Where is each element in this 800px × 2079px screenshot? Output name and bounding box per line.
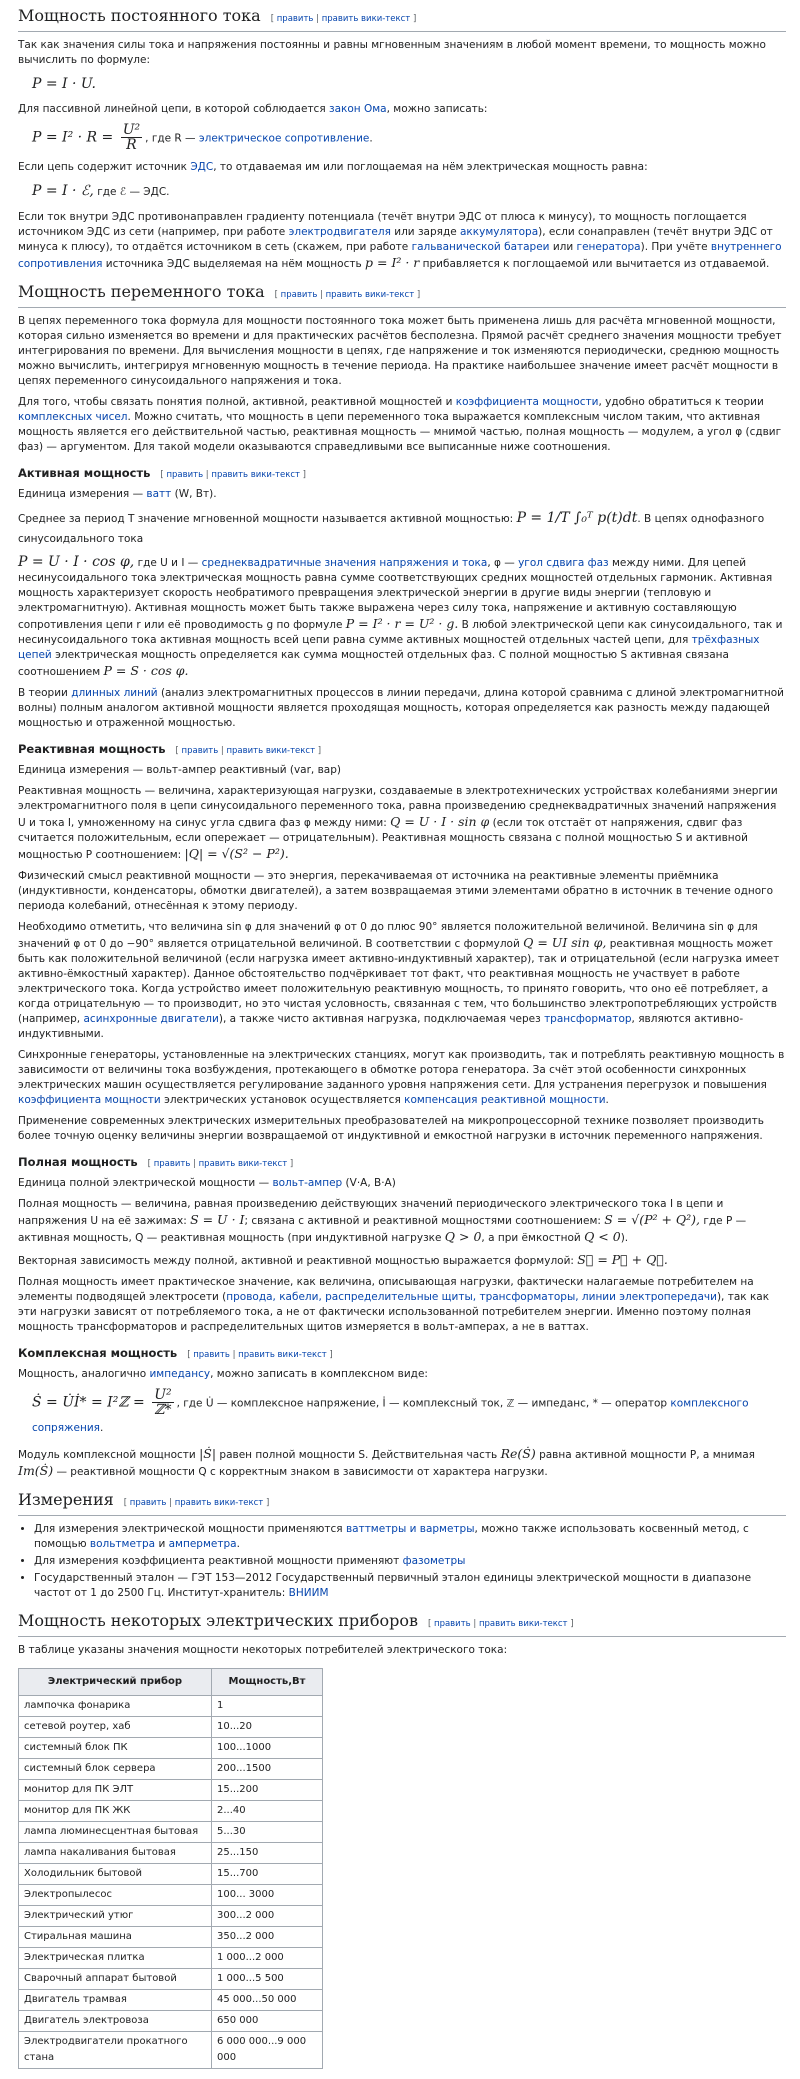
section-active-power xyxy=(18,465,786,731)
list-item xyxy=(34,1571,786,1601)
text: Государственный эталон — ГЭТ 153—2012 Государственный первичный эталон единицы электрической мощности в диапазоне частот от 1 до 2500 Гц. Институт-хранитель: xyxy=(34,1572,752,1599)
paragraph xyxy=(18,784,786,863)
denominator: R xyxy=(126,137,137,153)
text: , можно также использовать косвенный метод, с помощью xyxy=(34,1523,749,1550)
numerator: U² xyxy=(122,122,141,138)
text: или заряде xyxy=(390,226,460,238)
link-emf[interactable]: ЭДС xyxy=(190,161,214,173)
subsection-heading xyxy=(18,1345,786,1363)
denominator: ℤ* xyxy=(154,1402,172,1418)
link[interactable]: компенсация реактивной мощности xyxy=(404,1094,606,1106)
edit-link[interactable]: править xyxy=(166,470,204,480)
edit-wiki-link[interactable]: править вики-текст xyxy=(211,470,300,480)
text: , удобно обратиться к теории xyxy=(598,396,764,408)
formula xyxy=(32,181,786,202)
paragraph xyxy=(18,1275,786,1335)
heading-text: Мощность переменного тока xyxy=(18,282,265,301)
text: Для того, чтобы связать понятия полной, активной, реактивной мощностей и xyxy=(18,396,456,408)
text: ), так как эти нагрузки зависят от потребляемого тока, а не от фактически использованной потребителем энергии. Именно поэтому полная мощность трансформаторов и распределительных щитов измеряется в вольт-амперах, а не в ваттах. xyxy=(18,1291,770,1333)
edit-links: [ править | править вики-текст ] xyxy=(187,1350,333,1360)
paragraph xyxy=(18,1048,786,1108)
section-ac xyxy=(18,282,786,455)
text: ). При учёте xyxy=(640,241,711,253)
text: Если ток внутри ЭДС противонаправлен градиенту потенциала (течёт внутри ЭДС от плюса к минусу), то мощность поглощается источником ЭДС из сети (например, при работе xyxy=(18,211,747,238)
device-name-cell: Двигатель трамвая xyxy=(19,1990,212,2011)
math: P = I · ℰ, xyxy=(32,183,94,199)
math: Q < 0 xyxy=(584,1229,621,1244)
table-row xyxy=(19,1696,323,1717)
paragraph xyxy=(18,555,786,680)
math: |Ṡ| xyxy=(199,1446,217,1461)
link[interactable]: ВНИИМ xyxy=(288,1587,329,1599)
link-impedance[interactable]: импедансу xyxy=(149,1368,211,1380)
text: Единица полной электрической мощности — xyxy=(18,1177,273,1189)
text: ), если сонаправлен (течёт внутри ЭДС от минуса к плюсу), то отдаётся источником в сеть (скажем, при работе xyxy=(18,226,773,253)
text: Мощность, аналогично xyxy=(18,1368,150,1380)
paragraph xyxy=(18,1252,786,1269)
math: P = U · I · cos φ, xyxy=(18,554,135,570)
table-row xyxy=(19,1948,323,1969)
text: Для измерения электрической мощности применяются xyxy=(34,1523,346,1535)
link[interactable]: длинных линий xyxy=(71,687,158,699)
paragraph xyxy=(18,160,786,175)
heading-text: Полная мощность xyxy=(18,1155,138,1169)
device-power-cell: 1 xyxy=(212,1696,323,1717)
section-heading xyxy=(18,282,786,308)
formula xyxy=(32,1388,786,1438)
text: . В цепях однофазного синусоидального тока xyxy=(18,513,765,545)
device-name-cell: лампочка фонарика xyxy=(19,1696,212,1717)
list-item xyxy=(34,1522,786,1552)
text: где U и I — xyxy=(134,557,202,569)
table-row xyxy=(19,1780,323,1801)
text: равен полной мощности S. Действительная часть xyxy=(216,1449,501,1461)
formula xyxy=(32,123,786,152)
link-volt-ampere[interactable]: вольт-ампер xyxy=(272,1177,343,1189)
math: Re(Ṡ) xyxy=(500,1446,536,1461)
text: где P — активная мощность, Q — реактивная мощность (при индуктивной нагрузке xyxy=(18,1215,747,1244)
edit-links: [ править | править вики-текст ] xyxy=(270,14,417,24)
text: между ними. Для цепей несинусоидального тока электрическая мощность равна сумме соответствующих средних мощностей отдельных гармоник. Активная мощность характеризует скорость необратимого превращения электрической энергии в другие виды энергии (тепловую и электромагнитную). Активная мощность может быть также выражена через силу тока, напряжение и активную составляющую сопротивления цепи r или её проводимость g по формуле xyxy=(18,557,773,631)
text: Модуль комплексной мощности xyxy=(18,1449,200,1461)
paragraph: В цепях переменного тока формула для мощности постоянного тока может быть применена лишь для расчёта мгновенной мощности, которая сильно изменяется во времени и для практических расчётов бесполезна. Прямой расчёт среднего значения мощности требует интегрирования по времени. Для вычисления мощности в цепях, где напряжение и ток изменяются периодически, среднюю мощность можно вычислить, интегрируя мгновенную мощность в течение периода. На практике наибольшее значение имеет расчёт мощности в цепях переменного синусоидального напряжения и тока. xyxy=(18,315,782,387)
device-name-cell: Электрическая плитка xyxy=(19,1948,212,1969)
table-header-row xyxy=(19,1669,323,1696)
text: . xyxy=(99,1422,104,1434)
paragraph xyxy=(18,210,786,272)
link[interactable]: фазометры xyxy=(402,1555,466,1567)
table-row xyxy=(19,1801,323,1822)
device-name-cell: монитор для ПК ЭЛТ xyxy=(19,1780,212,1801)
device-power-cell: 15...700 xyxy=(212,1864,323,1885)
text: где ℰ — ЭДС. xyxy=(93,186,170,198)
device-power-cell: 45 000...50 000 xyxy=(212,1990,323,2011)
link[interactable]: коэффициента мощности xyxy=(18,1094,161,1106)
paragraph: Единица измерения — вольт-ампер реактивный (var, вар) xyxy=(18,764,341,776)
subsection-heading xyxy=(18,465,786,483)
section-heading xyxy=(18,1490,786,1516)
section-heading xyxy=(18,6,786,32)
table-row xyxy=(19,1906,323,1927)
math: P = S · cos φ. xyxy=(103,663,189,678)
table-row xyxy=(19,1717,323,1738)
text: , можно записать в комплексном виде: xyxy=(210,1368,428,1380)
table-body xyxy=(19,1696,323,2069)
text: (если ток отстаёт от напряжения, сдвиг фаз считается положительным, если опережает — отрицательным). Реактивная мощность связана с полной мощностью S и активной мощностью P соотношением: xyxy=(18,817,748,861)
link[interactable]: гальванической батареи xyxy=(411,241,550,253)
math: Q > 0 xyxy=(444,1229,482,1244)
paragraph xyxy=(18,1367,786,1382)
text: , а при ёмкостной xyxy=(481,1232,585,1244)
text: равна активной мощности P, а мнимая xyxy=(535,1449,755,1461)
table-row xyxy=(19,1969,323,1990)
text: . xyxy=(605,1094,609,1106)
link[interactable]: ваттметры и варметры xyxy=(345,1523,475,1535)
table-row xyxy=(19,1843,323,1864)
table-row xyxy=(19,1864,323,1885)
edit-links: [ править | править вики-текст ] xyxy=(427,1619,574,1629)
text: Полная мощность имеет практическое значение, как величина, описывающая нагрузки, фактически налагаемые потребителем на элементы подводящей электросети ( xyxy=(18,1276,754,1303)
section-dc xyxy=(18,6,786,272)
table-row xyxy=(19,1738,323,1759)
table-row xyxy=(19,2011,323,2032)
devices-table xyxy=(18,1668,323,2069)
text: реактивная мощность может быть как положительной величиной (если нагрузка имеет активно-индуктивный характер), так и отрицательной (если нагрузка имеет активно-ёмкостный характер). Данное обстоятельство подчёркивает тот факт, что реактивная мощность не участвует в работе электрического тока. Когда устройство имеет положительную реактивную мощность, то принято говорить, что оно её потребляет, а когда отрицательную — то производит, но это чистая условность, связанная с тем, что большинство электропотребляющих устройств (например, xyxy=(18,938,780,1025)
edit-link[interactable]: править xyxy=(153,1159,191,1169)
section-reactive-power xyxy=(18,741,786,1144)
text: , где R — xyxy=(145,132,199,145)
subsection-heading xyxy=(18,1154,786,1172)
text: В теории xyxy=(18,687,72,699)
edit-wiki-link[interactable]: править вики-текст xyxy=(238,1350,327,1360)
link[interactable]: асинхронные двигатели xyxy=(83,1013,219,1025)
text: электрическая мощность определяется как сумма мощностей отдельных фаз. С полной мощностью S активная связана соотношением xyxy=(18,649,729,678)
device-power-cell: 5...30 xyxy=(212,1822,323,1843)
link-watt[interactable]: ватт xyxy=(146,488,172,500)
math: P = I² · r = U² · g. xyxy=(345,616,459,631)
device-power-cell: 100... 3000 xyxy=(212,1885,323,1906)
edit-link[interactable]: править xyxy=(193,1350,230,1360)
edit-link[interactable]: править xyxy=(129,1498,167,1508)
text: Необходимо отметить, что величина sin φ для значений φ от 0 до плюс 90° является положительной величиной. Величина sin φ для значений φ от 0 до −90° является отрицательной величиной. В соответствии с формулой xyxy=(18,921,758,950)
edit-links: [ править | править вики-текст ] xyxy=(160,470,306,480)
numerator: U² xyxy=(154,1387,172,1403)
edit-link[interactable]: править xyxy=(181,746,219,756)
section-measurements xyxy=(18,1490,786,1601)
device-power-cell: 1 000...2 000 xyxy=(212,1948,323,1969)
table-row xyxy=(19,1885,323,1906)
math: P = 1/T ∫₀ᵀ p(t)dt xyxy=(516,510,638,526)
math: p = I² · r xyxy=(365,255,420,270)
device-power-cell: 2...40 xyxy=(212,1801,323,1822)
text: Для пассивной линейной цепи, в которой соблюдается xyxy=(18,103,329,115)
device-power-cell: 650 000 xyxy=(212,2011,323,2032)
table-row xyxy=(19,1990,323,2011)
heading-text: Измерения xyxy=(18,1490,114,1509)
paragraph xyxy=(18,508,786,549)
section-heading xyxy=(18,1611,786,1637)
link-conjugate[interactable]: комплексного сопряжения xyxy=(32,1397,749,1434)
math: S = √(P² + Q²), xyxy=(604,1212,701,1227)
link[interactable]: комплексных чисел xyxy=(18,411,128,423)
edit-link[interactable]: править xyxy=(280,290,318,300)
math: Im(Ṡ) xyxy=(18,1463,54,1478)
edit-link[interactable]: править xyxy=(434,1619,471,1629)
text: . Можно считать, что мощность в цепи переменного тока выражается комплексным числом таким, что активная мощность является его действительной частью, реактивная мощность — мнимой частью, полная мощность — модулем, а угол φ (сдвиг фаз) — аргументом. Для такой модели оказываются справедливыми все выписанные ниже соотношения. xyxy=(18,411,782,453)
link-list[interactable]: провода, кабели, распределительные щиты, трансформаторы, линии электропередачи xyxy=(226,1291,717,1303)
device-name-cell: системный блок сервера xyxy=(19,1759,212,1780)
math: Q = UI sin φ, xyxy=(523,935,607,950)
edit-links: [ править | править вики-текст ] xyxy=(123,1498,270,1508)
text: , то отдаваемая им или поглощаемая на нём электрическая мощность равна: xyxy=(213,161,648,173)
edit-links: [ править | править вики-текст ] xyxy=(274,290,421,300)
device-name-cell: сетевой роутер, хаб xyxy=(19,1717,212,1738)
paragraph xyxy=(18,920,786,1042)
heading-text: Активная мощность xyxy=(18,466,151,480)
device-name-cell: Электропылесос xyxy=(19,1885,212,1906)
text: (V·A, B·A) xyxy=(342,1177,396,1189)
text: ), а также чисто активная нагрузка, подключаемая через xyxy=(218,1013,545,1025)
edit-links: [ править | править вики-текст ] xyxy=(147,1159,294,1169)
device-power-cell: 6 000 000...9 000 000 xyxy=(212,2032,323,2069)
text: (W, Вт). xyxy=(171,488,217,500)
link[interactable]: электродвигателя xyxy=(288,226,391,238)
table-row xyxy=(19,1927,323,1948)
text: Если цепь содержит источник xyxy=(18,161,191,173)
text: . xyxy=(236,1538,240,1550)
text: Единица измерения — xyxy=(18,488,147,500)
heading-text: Реактивная мощность xyxy=(18,742,166,756)
device-name-cell: Сварочный аппарат бытовой xyxy=(19,1969,212,1990)
article-body xyxy=(18,6,786,2079)
text: (анализ электромагнитных процессов в линии передачи, длина которой сравнима с длиной электромагнитной волны) полным аналогом активной мощности является проходящая мощность, которая определяется как разность между падающей мощностью и отраженной мощностью. xyxy=(18,687,784,729)
bullet-list xyxy=(18,1522,786,1601)
paragraph: Так как значения силы тока и напряжения постоянны и равны мгновенным значениям в любой момент времени, то мощность можно вычислить по формуле: xyxy=(18,39,766,66)
paragraph xyxy=(18,686,786,731)
paragraph xyxy=(18,102,786,117)
device-name-cell: лампа накаливания бытовая xyxy=(19,1843,212,1864)
math: |Q| = √(S² − P²). xyxy=(184,846,289,861)
text: электрических установок осуществляется xyxy=(160,1094,405,1106)
text: В любой электрической цепи как синусоидального, так и несинусоидального тока активная мощность всей цепи равна сумме активных мощностей отдельных частей цепи, для xyxy=(18,619,783,646)
text: Синхронные генераторы, установленные на электрических станциях, могут как производить, так и потреблять реактивную мощность в зависимости от величины тока возбуждения, протекающего в обмотке ротора генератора. За счёт этой особенности синхронных электрических машин осуществляется регулирование заданного уровня напряжения сети. Для устранения перегрузок и повышения xyxy=(18,1049,785,1091)
device-name-cell: системный блок ПК xyxy=(19,1738,212,1759)
edit-wiki-link[interactable]: править вики-текст xyxy=(478,1619,568,1629)
heading-text: Мощность постоянного тока xyxy=(18,6,261,25)
device-power-cell: 10...20 xyxy=(212,1717,323,1738)
edit-wiki-link[interactable]: править вики-текст xyxy=(321,14,411,24)
fraction xyxy=(152,1388,173,1417)
edit-link[interactable]: править xyxy=(276,14,314,24)
device-power-cell: 350...2 000 xyxy=(212,1927,323,1948)
device-name-cell: Электрический утюг xyxy=(19,1906,212,1927)
text: ). xyxy=(620,1232,629,1244)
device-power-cell: 100...1000 xyxy=(212,1738,323,1759)
device-name-cell: Стиральная машина xyxy=(19,1927,212,1948)
column-header: Мощность,Вт xyxy=(212,1669,323,1696)
paragraph xyxy=(18,395,786,455)
link[interactable]: угол сдвига фаз xyxy=(518,557,609,569)
device-power-cell: 200...1500 xyxy=(212,1759,323,1780)
link[interactable]: генератора xyxy=(576,241,641,253)
text: Реактивная мощность — величина, характеризующая нагрузки, создаваемые в электротехнических устройствах колебаниями энергии электромагнитного поля в цепи синусоидального переменного тока, равна произведению среднеквадратичных значений напряжения U и тока I, умноженному на синус угла сдвига фаз φ между ними: xyxy=(18,785,778,829)
paragraph: Применение современных электрических измерительных преобразователей на микропроцессорной технике позволяет производить более точную оценку величины энергии возвращаемой от индуктивной и емкостной нагрузки в источник переменного напряжения. xyxy=(18,1115,764,1142)
device-name-cell: Электродвигатели прокатного стана xyxy=(19,2032,212,2069)
edit-wiki-link[interactable]: править вики-текст xyxy=(198,1159,288,1169)
table-row xyxy=(19,2032,323,2069)
table-row xyxy=(19,1759,323,1780)
device-name-cell: Двигатель электровоза xyxy=(19,2011,212,2032)
text: Полная мощность — величина, равная произведению действующих значений периодического электрического тока I в цепи и напряжения U на её зажимах: xyxy=(18,1198,724,1227)
link[interactable]: трёхфазных цепей xyxy=(18,634,760,661)
formula: P = I · U. xyxy=(32,76,96,92)
text: . xyxy=(369,132,373,145)
section-complex-power xyxy=(18,1345,786,1480)
text: , φ — xyxy=(487,557,519,569)
subsection-heading xyxy=(18,741,786,759)
device-name-cell: монитор для ПК ЖК xyxy=(19,1801,212,1822)
device-power-cell: 15...200 xyxy=(212,1780,323,1801)
text: ; связана с активной и реактивной мощностями соотношением: xyxy=(244,1215,605,1227)
list-item xyxy=(34,1554,786,1569)
device-power-cell: 300...2 000 xyxy=(212,1906,323,1927)
edit-links: [ править | править вики-текст ] xyxy=(175,746,322,756)
heading-text: Комплексная мощность xyxy=(18,1346,178,1360)
device-power-cell: 25...150 xyxy=(212,1843,323,1864)
link[interactable]: трансформатор xyxy=(544,1013,632,1025)
link[interactable]: коэффициента мощности xyxy=(455,396,599,408)
fraction xyxy=(121,123,142,152)
text: , являются активно-индуктивными. xyxy=(18,1013,744,1040)
paragraph: Физический смысл реактивной мощности — это энергия, перекачиваемая от источника на реактивные элементы приёмника (индуктивности, конденсаторы, обмотки двигателей), а затем возвращаемая этими элементами обратно в источник в течение одного периода колебаний, отнесённая к этому периоду. xyxy=(18,870,774,912)
paragraph xyxy=(18,1197,786,1246)
link-ohm-law[interactable]: закон Ома xyxy=(329,103,387,115)
edit-wiki-link[interactable]: править вики-текст xyxy=(226,746,316,756)
edit-wiki-link[interactable]: править вики-текст xyxy=(174,1498,264,1508)
link[interactable]: среднеквадратичные значения напряжения и тока xyxy=(201,557,488,569)
column-header: Электрический прибор xyxy=(19,1669,212,1696)
math: S⃗ = P⃗ + Q⃗. xyxy=(577,1252,668,1267)
text: , где U̇ — комплексное напряжение, İ — комплексный ток, ℤ — импеданс, * — оператор xyxy=(176,1397,671,1410)
math: Ṡ = U̇İ* = I²ℤ = xyxy=(32,1394,150,1411)
link[interactable]: внутреннего сопротивления xyxy=(18,241,782,270)
text: Среднее за период T значение мгновенной мощности называется активной мощностью: xyxy=(18,513,517,525)
paragraph xyxy=(18,1176,786,1191)
link[interactable]: аккумулятора xyxy=(460,226,539,238)
table-row xyxy=(19,1822,323,1843)
math: Q = U · I · sin φ xyxy=(390,814,490,829)
text: , можно записать: xyxy=(386,103,488,115)
device-name-cell: Холодильник бытовой xyxy=(19,1864,212,1885)
text: Для измерения коэффициента реактивной мощности применяют xyxy=(34,1555,403,1567)
text: и xyxy=(155,1538,169,1550)
text: источника ЭДС выделяемая на нём мощность xyxy=(102,258,366,270)
text: прибавляется к поглощаемой или вычитается из отдаваемой. xyxy=(419,258,770,270)
math: P = I² · R = xyxy=(32,129,118,146)
device-name-cell: лампа люминесцентная бытовая xyxy=(19,1822,212,1843)
text: или xyxy=(549,241,577,253)
heading-text: Мощность некоторых электрических приборов xyxy=(18,1611,418,1630)
paragraph xyxy=(18,1446,786,1480)
link[interactable]: вольтметра xyxy=(89,1538,156,1550)
text: — реактивной мощности Q с корректным знаком в зависимости от характера нагрузки. xyxy=(53,1466,548,1478)
section-apparent-power xyxy=(18,1154,786,1335)
link-resistance[interactable]: электрическое сопротивление xyxy=(198,132,370,145)
section-devices xyxy=(18,1611,786,2069)
device-power-cell: 1 000...5 500 xyxy=(212,1969,323,1990)
link[interactable]: амперметра xyxy=(168,1538,237,1550)
text: Векторная зависимость между полной, активной и реактивной мощностью выражается формулой: xyxy=(18,1255,578,1267)
math: S = U · I xyxy=(190,1212,245,1227)
edit-wiki-link[interactable]: править вики-текст xyxy=(325,290,415,300)
paragraph xyxy=(18,487,786,502)
paragraph: В таблице указаны значения мощности некоторых потребителей электрического тока: xyxy=(18,1644,508,1656)
